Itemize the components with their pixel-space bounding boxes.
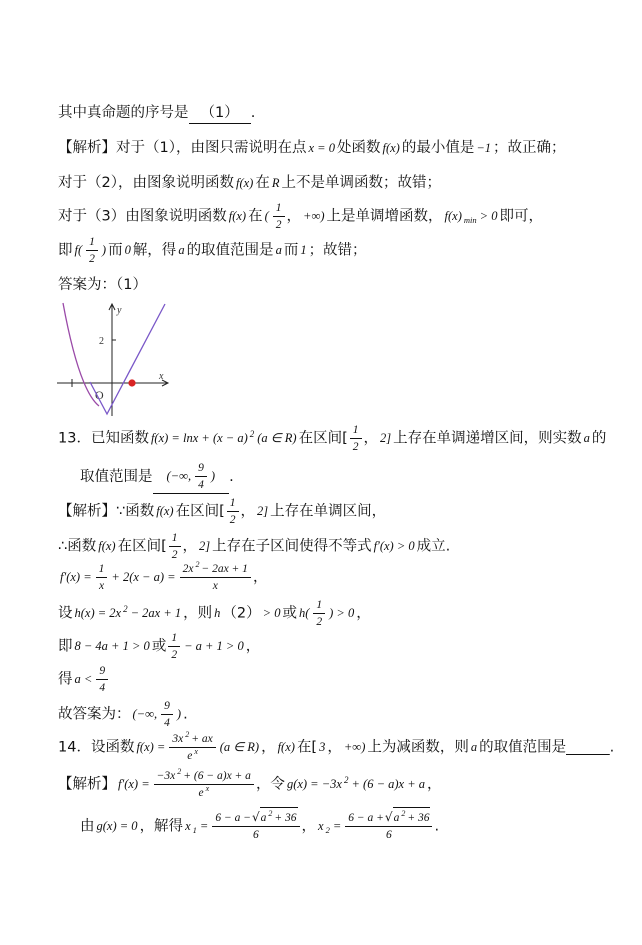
numerator	[273, 200, 285, 217]
math-expression: 4	[99, 681, 106, 694]
numerator	[161, 698, 173, 715]
square-root	[252, 810, 298, 826]
text-run: 的取值范围是	[186, 242, 274, 259]
radical-sign: √	[384, 810, 393, 824]
superscript: 2	[185, 730, 190, 740]
text-run: 上存在子区间使得不等式	[212, 538, 372, 555]
math-expression: − 2ax + 1	[201, 563, 248, 575]
math-expression: a <	[74, 672, 93, 687]
text-run: ，	[252, 569, 268, 586]
superscript: 2	[401, 809, 406, 819]
math-expression: 1	[89, 236, 95, 248]
text-run: 上不是单调函数；故错；	[281, 175, 441, 191]
denominator	[180, 578, 251, 594]
math-expression: 2	[275, 218, 282, 231]
numerator	[96, 663, 108, 680]
math-expression: (−∞,	[132, 707, 158, 722]
subscript: 1	[192, 825, 197, 836]
math-expression: g(x) = −3x	[286, 777, 342, 792]
math-expression: −3x	[156, 770, 176, 782]
denominator	[169, 748, 215, 764]
math-expression: ) > 0	[329, 606, 355, 621]
math-expression: 1	[229, 497, 236, 509]
math-expression: =	[332, 819, 342, 834]
text-run: 【解析】∵函数	[58, 503, 155, 520]
math-expression: a	[583, 431, 590, 446]
text-run: 或	[151, 638, 167, 655]
math-expression: a	[275, 243, 282, 258]
text-run: 而	[108, 242, 123, 259]
text-run: 对于（2），由图象说明函数	[58, 175, 234, 191]
q13-inequality-line	[58, 630, 260, 663]
text-run: 上是单调增函数，	[326, 208, 443, 225]
text-run: 对于（3）由图象说明函数	[58, 208, 227, 225]
text-run: ，则	[183, 605, 213, 622]
text-run: 由	[80, 818, 95, 835]
q13-question-line-2	[80, 460, 234, 494]
math-expression: x	[185, 819, 191, 834]
origin-label: O	[95, 388, 104, 402]
q13-h-function-line	[58, 597, 371, 630]
text-run: 取值范围是	[80, 468, 153, 485]
text-run: 的取值范围是	[479, 739, 567, 756]
text-run: .	[609, 739, 615, 756]
denominator	[313, 614, 325, 630]
text-run: 上存在单调递增区间，则实数	[393, 430, 582, 447]
denominator	[161, 715, 173, 731]
text-run: ，令	[255, 776, 285, 793]
fraction	[161, 698, 173, 731]
math-expression: f(x)	[444, 209, 462, 224]
numerator	[227, 495, 239, 512]
math-expression: 6	[385, 828, 392, 841]
fraction	[345, 810, 432, 843]
text-run: 设	[58, 605, 73, 622]
math-expression: + 2(x − a) =	[111, 570, 176, 585]
math-expression: 1	[171, 632, 178, 644]
math-expression: − 2ax + 1	[130, 606, 182, 621]
q13-analysis-line-1	[58, 495, 386, 528]
text-run: .	[229, 468, 234, 485]
math-expression: −1	[476, 141, 492, 155]
fraction	[180, 561, 251, 594]
numerator	[345, 810, 432, 827]
math-expression: 2	[316, 615, 323, 628]
text-run: ，	[261, 739, 276, 756]
text-run: ；故错；	[308, 242, 367, 259]
q12-final-answer	[58, 273, 147, 297]
math-expression: 4	[198, 478, 204, 491]
math-expression: 6	[253, 828, 259, 841]
analysis-line-1	[58, 136, 566, 160]
math-expression: > 0	[479, 209, 498, 224]
math-expression: 2	[352, 440, 359, 453]
math-expression: 2]	[257, 504, 269, 519]
text-run: 的最小值是	[401, 140, 475, 156]
text-run: 即	[58, 242, 73, 259]
math-expression: a	[178, 243, 185, 258]
q14-analysis-line-2	[80, 810, 439, 843]
superscript: x	[205, 784, 210, 794]
text-run: （1）	[200, 104, 239, 121]
text-run: ______	[566, 739, 610, 756]
text-run: 在	[255, 175, 270, 191]
math-expression: 2	[89, 252, 95, 265]
math-expression: 4	[164, 716, 170, 729]
text-run: ，	[182, 538, 198, 555]
superscript: 2	[177, 767, 182, 777]
math-expression: f′(x) =	[60, 570, 92, 585]
text-run: ∴函数	[58, 538, 97, 555]
math-expression: + ax	[191, 733, 213, 745]
math-expression: 6 − a +	[348, 812, 384, 824]
numerator	[350, 422, 362, 439]
math-expression: 2	[171, 548, 178, 561]
numerator	[169, 530, 181, 547]
text-run: 13．已知函数	[58, 430, 149, 447]
q12-answer-line	[58, 101, 255, 125]
math-expression: e	[198, 786, 204, 799]
text-run: 上存在单调区间，	[270, 503, 387, 520]
math-expression: f(x) =	[136, 740, 166, 755]
text-run: ，	[286, 208, 302, 225]
math-expression: a	[470, 740, 478, 755]
text-run: .	[183, 706, 188, 723]
math-expression: 3x	[172, 733, 184, 745]
radicand	[260, 807, 298, 825]
text-run: 在	[248, 208, 263, 225]
math-expression: a	[393, 812, 400, 824]
math-expression: +∞)	[303, 209, 325, 224]
text-run: 在区间[	[298, 430, 348, 447]
math-expression: 1	[275, 202, 282, 214]
denominator	[195, 477, 207, 493]
text-run: ，	[363, 430, 379, 447]
denominator	[154, 785, 254, 801]
math-expression: f(x)	[98, 539, 116, 554]
function-graph	[55, 298, 175, 423]
text-run: 其中真命题的序号是	[58, 105, 189, 121]
math-expression: 8 − 4a + 1 > 0	[74, 639, 150, 654]
math-expression: 9	[198, 462, 204, 474]
math-expression: g(x) = 0	[96, 819, 138, 834]
math-expression: f′(x) > 0	[373, 539, 415, 554]
q13-result-line	[58, 663, 110, 696]
numerator	[180, 561, 251, 578]
math-expression: x	[318, 819, 324, 834]
superscript: 2	[343, 775, 349, 786]
math-expression: f(x)	[277, 740, 295, 755]
superscript: 2	[195, 560, 200, 570]
math-expression: h(	[298, 606, 310, 621]
answer-blank	[153, 460, 230, 494]
fraction	[169, 731, 215, 764]
text-run: 上为减函数，则	[367, 739, 469, 756]
text-run: 即	[58, 638, 73, 655]
fraction	[212, 810, 299, 843]
denominator	[86, 251, 98, 267]
tick-label-2: 2	[99, 336, 104, 347]
math-expression: f(x) = lnx + (x − a)	[150, 431, 248, 446]
numerator	[313, 597, 325, 614]
fraction	[168, 630, 180, 663]
math-expression: 2	[171, 648, 178, 661]
fraction	[86, 234, 98, 267]
math-expression: (−∞,	[166, 469, 192, 484]
numerator	[212, 810, 299, 827]
math-expression: > 0	[262, 606, 281, 621]
denominator	[273, 217, 285, 233]
q13-derivative-line	[58, 561, 267, 594]
math-expression: 3	[319, 740, 326, 755]
fraction	[169, 530, 181, 563]
analysis-line-3	[58, 200, 543, 233]
analysis-line-4	[58, 234, 367, 267]
denominator	[227, 512, 239, 528]
math-expression: )	[176, 707, 182, 722]
text-run: 而	[283, 242, 299, 259]
text-run: 处函数	[336, 140, 381, 156]
numerator	[96, 561, 108, 578]
red-point	[128, 379, 135, 386]
q14-analysis-line-1	[58, 768, 442, 801]
math-expression: e	[187, 749, 193, 762]
math-expression: 2]	[380, 431, 392, 446]
math-expression: f(x)	[382, 141, 400, 155]
math-expression: h	[214, 606, 221, 621]
text-run: （2）	[222, 605, 261, 622]
square-root	[385, 810, 431, 826]
math-expression: 1	[300, 243, 307, 258]
math-expression: x	[212, 579, 218, 592]
text-run: 解，得	[132, 242, 177, 259]
denominator	[350, 439, 362, 455]
text-run: 故答案为：	[58, 706, 131, 723]
subscript: 2	[325, 825, 330, 836]
math-expression: f(x)	[156, 504, 174, 519]
subscript: min	[463, 215, 477, 226]
text-run: ，	[327, 739, 342, 756]
text-run: 【解析】	[58, 776, 116, 793]
math-expression: + 36	[274, 812, 297, 824]
text-run: ，解得	[139, 818, 184, 835]
parabola-curve	[63, 303, 99, 406]
fraction	[273, 200, 285, 233]
fraction	[227, 495, 239, 528]
text-run: .	[434, 818, 440, 835]
q13-final-answer	[58, 698, 188, 731]
numerator	[168, 630, 180, 647]
text-run: ，	[427, 776, 442, 793]
y-axis-label: y	[117, 305, 122, 316]
text-run: 即可，	[499, 208, 543, 225]
text-run: 在区间[	[175, 503, 225, 520]
denominator	[96, 680, 108, 696]
text-run: ，	[240, 503, 256, 520]
math-expression: 1	[171, 532, 178, 544]
text-run: 答案为：（1）	[58, 277, 147, 293]
numerator	[195, 460, 207, 477]
x-axis-label: x	[159, 371, 164, 382]
fraction	[350, 422, 362, 455]
fraction	[154, 768, 254, 801]
fraction	[313, 597, 325, 630]
q13-analysis-line-2	[58, 530, 450, 563]
math-expression: (a ∈ R)	[257, 431, 297, 446]
math-expression: 9	[164, 700, 170, 712]
superscript: 2	[268, 809, 273, 819]
math-expression: x = 0	[308, 141, 335, 155]
text-run: 得	[58, 671, 73, 688]
math-expression: f′(x) =	[118, 777, 150, 792]
text-run: 在[	[296, 739, 318, 756]
math-expression: =	[199, 819, 209, 834]
math-expression: 1	[98, 563, 105, 575]
text-run: 【解析】对于（1），由图只需说明在点	[58, 140, 307, 156]
text-run: 成立.	[416, 538, 451, 555]
text-run: ，	[356, 605, 371, 622]
math-expression: (	[264, 209, 269, 224]
q13-question-line-1	[58, 422, 606, 455]
denominator	[212, 827, 299, 843]
denominator	[345, 827, 432, 843]
math-expression: x	[98, 579, 105, 592]
numerator	[86, 234, 98, 251]
math-expression: 2x	[182, 563, 194, 575]
math-expression: a	[260, 812, 267, 824]
text-run: ；故正确；	[493, 140, 566, 156]
text-run: 在区间[	[117, 538, 167, 555]
text-run: 14．设函数	[58, 739, 135, 756]
math-expression: (a ∈ R)	[219, 740, 260, 755]
analysis-line-2	[58, 171, 441, 195]
math-expression: h(x) = 2x	[74, 606, 122, 621]
math-expression: )	[101, 243, 107, 258]
math-expression: + 36	[407, 812, 430, 824]
math-expression: 1	[316, 599, 323, 611]
math-expression: f(	[74, 243, 83, 258]
math-expression: 0	[124, 243, 131, 258]
superscript: 2	[123, 604, 128, 615]
q14-question-line	[58, 731, 614, 764]
math-expression: )	[210, 469, 216, 484]
math-expression: − a + 1 > 0	[184, 639, 244, 654]
math-expression: 1	[352, 424, 359, 436]
fraction	[195, 460, 207, 493]
answer-blank	[189, 103, 251, 124]
fraction	[96, 561, 108, 594]
denominator	[168, 647, 180, 663]
math-expression: f(x)	[235, 176, 254, 190]
math-expression: 2	[229, 513, 236, 526]
text-run: 或	[282, 605, 297, 622]
denominator	[96, 578, 108, 594]
math-expression: 9	[99, 665, 106, 677]
radicand	[393, 807, 431, 825]
text-run: 的	[591, 430, 607, 447]
numerator	[169, 731, 215, 748]
numerator	[154, 768, 254, 785]
math-expression: + (6 − a)x + a	[351, 777, 426, 792]
fraction	[96, 663, 108, 696]
math-expression: 6 − a −	[215, 812, 251, 824]
superscript: x	[194, 747, 198, 757]
text-run: .	[250, 105, 256, 121]
math-expression: + (6 − a)x + a	[183, 770, 251, 782]
math-expression: 2]	[199, 539, 211, 554]
radical-sign: √	[251, 810, 260, 824]
text-run: ，	[245, 638, 261, 655]
superscript: 2	[249, 429, 255, 440]
math-expression: +∞)	[343, 740, 366, 755]
text-run: ，	[301, 818, 317, 835]
math-expression: f(x)	[228, 209, 247, 224]
math-expression: R	[271, 176, 280, 190]
